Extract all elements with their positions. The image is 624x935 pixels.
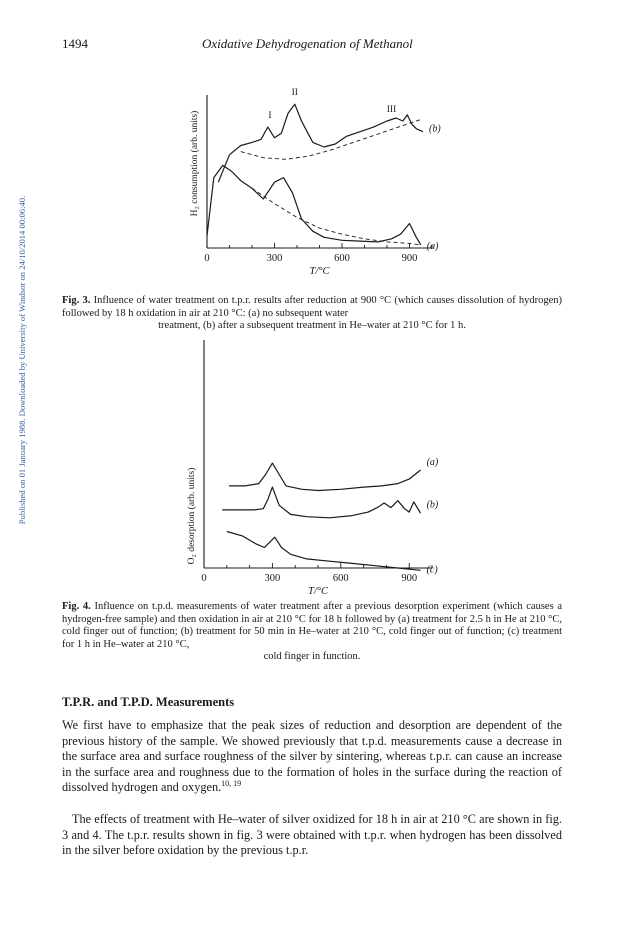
peak-label: I [268,111,272,122]
paragraph-2-line: hydrogen has been dissolved in the silver before oxidation by the previous t.p.r. [62,827,562,858]
figure-3-caption-line-3: treatment, (b) after a subsequent treatment in He–water at 210 °C for 1 h. [158,320,466,332]
x-tick-label: 600 [332,573,349,584]
x-tick-label: 900 [401,573,418,584]
paragraph-2-line: The effects of treatment with He–water of silver oxidized for 18 h in air at 210 °C are [72,812,495,826]
figure-4-chart [0,335,624,600]
paragraph-1-line: oxygen. [181,780,222,795]
paragraph-2 [62,812,562,859]
figure-4-caption-line-2: (which causes a hydrogen-free sample) and then oxidation in air at 210 °C for 18 h followed by [62,601,562,625]
paragraph-1-line: measurements cause a decrease in the surface area and surface roughness of the silver by [62,733,562,764]
peak-label: III [386,105,397,116]
figure-4-caption [62,601,562,664]
figure-4-caption-line-5: cold finger in function. [263,651,361,663]
x-tick-label: 0 [201,573,207,584]
figure-4-caption-line-1: Influence on t.p.d. measurements of water treatment after a previous desorption experiment [94,601,490,612]
series-label: (b) [429,123,441,135]
series-line-a [207,165,421,245]
x-tick-label: 0 [204,253,210,264]
x-axis-label: T/°C [309,266,330,277]
series-label: (b) [426,499,439,511]
running-header [62,36,562,52]
side-download-notice: Published on 01 January 1988. Downloaded by University of Windsor on 24/10/2014 00:06:40. [17,195,27,525]
x-tick-label: 600 [334,253,350,264]
x-axis-label: T/°C [308,586,328,597]
dashed-baseline [241,120,421,160]
series-label: (a) [426,456,439,468]
figure-3-caption [62,295,562,333]
figure-4-caption-label: Fig. 4. [62,601,91,612]
figure-3-caption-line-2: dissolution of hydrogen) followed by 18 h oxidation in air at 210 °C: (a) no subsequent water [62,295,562,319]
series-line-b [222,487,420,518]
series-line-b [218,104,423,182]
figure-4-caption-line-3: (a) treatment for 2.5 h in He at 210 °C, cold finger out of function; (b) treatment for 50 min [62,613,563,638]
paragraph-1-line: We first have to emphasize that the peak sizes of reduction and desorption are [62,718,471,732]
series-line-a [229,463,421,490]
figure-3-caption-line-1: Influence of water treatment on t.p.r. results after reduction at 900 °C (which causes [93,295,455,306]
series-label: (a) [426,240,439,252]
series-line-c [227,532,421,571]
y-axis-label: O₂ desorption (arb. units) [187,467,197,565]
paragraph-1 [62,718,562,796]
figure-3-chart [0,90,624,290]
figure-4-caption-line-4: in He–water at 210 °C, cold finger out of function; (c) treatment for 1 h in He–water at 210 °C, [62,626,562,650]
section-heading: T.P.R. and T.P.D. Measurements [62,695,235,709]
x-tick-label: 300 [266,253,283,264]
figure-3-caption-label: Fig. 3. [62,295,91,306]
paragraph-1-line: sintering, whereas t.p.r. can cause an increase in the surface area and roughness due to [62,749,562,779]
page-number: 1494 [62,36,88,51]
y-axis-label: H₂ consumption (arb. units) [190,110,200,217]
x-tick-label: 300 [264,573,281,584]
x-tick-label: 900 [401,253,418,264]
paragraph-2-line: shown in fig. 3 and 4. The t.p.r. results shown in fig. 3 were obtained with t.p.r. when [62,812,562,842]
paragraph-1-line: the formation of holes in the surface during the reaction of dissolved hydrogen and [62,764,563,795]
reference-superscript: 10, 19 [221,779,242,789]
series-label: (c) [426,564,438,576]
paragraph-1-line: dependent of the previous history of the sample. We showed previously that t.p.d. [62,718,562,748]
running-title: Oxidative Dehydrogenation of Methanol [202,36,413,51]
peak-label: II [291,88,298,99]
